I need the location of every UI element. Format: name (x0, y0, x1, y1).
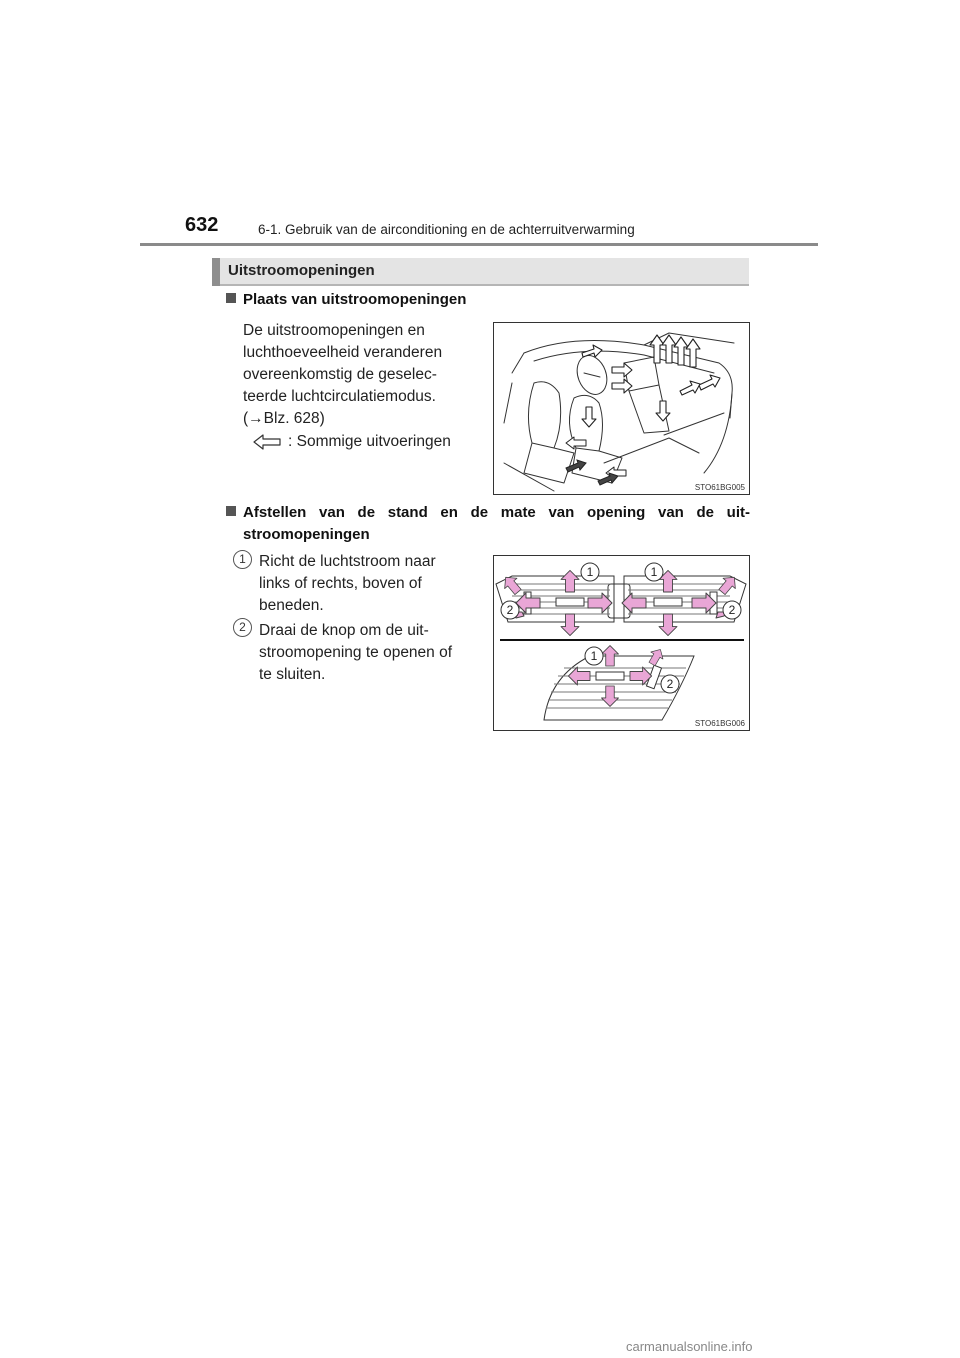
step-line: links of rechts, boven of (259, 575, 422, 592)
section-accent (212, 258, 220, 286)
subheading-text: Plaats van uitstroomopeningen (243, 291, 467, 308)
step-line: Draai de knop om de uit- (259, 622, 429, 639)
callout-2: 2 (506, 603, 514, 617)
description-line: teerde luchtcirculatiemodus. (243, 388, 436, 405)
step-2-number-icon: 2 (233, 618, 252, 637)
legend-text: : Sommige uitvoeringen (288, 433, 451, 450)
page-number: 632 (185, 214, 219, 236)
step-1-text (259, 551, 478, 617)
step-2-text (259, 620, 478, 686)
square-bullet-icon (226, 506, 236, 516)
callout-1: 1 (590, 649, 598, 663)
header-divider (140, 243, 818, 246)
outlet-description (243, 320, 478, 430)
section-heading-bar (212, 258, 749, 286)
callout-1: 1 (650, 565, 658, 579)
vent-adjustment-illustration (494, 556, 749, 730)
subheading-outlet-locations (226, 289, 466, 311)
vent-adjustment-figure (493, 555, 750, 731)
cabin-outlets-illustration (494, 323, 749, 494)
description-line: luchthoeveelheid veranderen (243, 344, 443, 361)
step-line: beneden. (259, 597, 324, 614)
cabin-outlets-figure (493, 322, 750, 495)
legend-arrow-icon (252, 433, 282, 456)
callout-2: 2 (728, 603, 736, 617)
callout-2: 2 (666, 677, 674, 691)
section-title: Uitstroomopeningen (228, 262, 375, 279)
subheading-adjust-outlets (226, 502, 750, 524)
figure-code: STO61BG005 (694, 483, 745, 492)
step-line: te sluiten. (259, 666, 326, 683)
page-reference: (→Blz. 628) (243, 410, 325, 427)
description-line: overeenkomstig de geselec- (243, 366, 437, 383)
square-bullet-icon (226, 293, 236, 303)
step-line: Richt de luchtstroom naar (259, 553, 436, 570)
figure-code: STO61BG006 (694, 719, 745, 728)
description-line: De uitstroomopeningen en (243, 322, 425, 339)
footer-watermark: carmanualsonline.info (626, 1339, 753, 1354)
subheading-adjust-outlets-line2: stroomopeningen (243, 526, 370, 543)
step-line: stroomopening te openen of (259, 644, 453, 661)
subheading-text-line1: Afstellen van de stand en de mate van opening van de uit- (243, 504, 750, 521)
step-1-number-icon: 1 (233, 550, 252, 569)
chapter-title: 6-1. Gebruik van de airconditioning en de achterruitverwarming (258, 222, 635, 237)
callout-1: 1 (586, 565, 594, 579)
